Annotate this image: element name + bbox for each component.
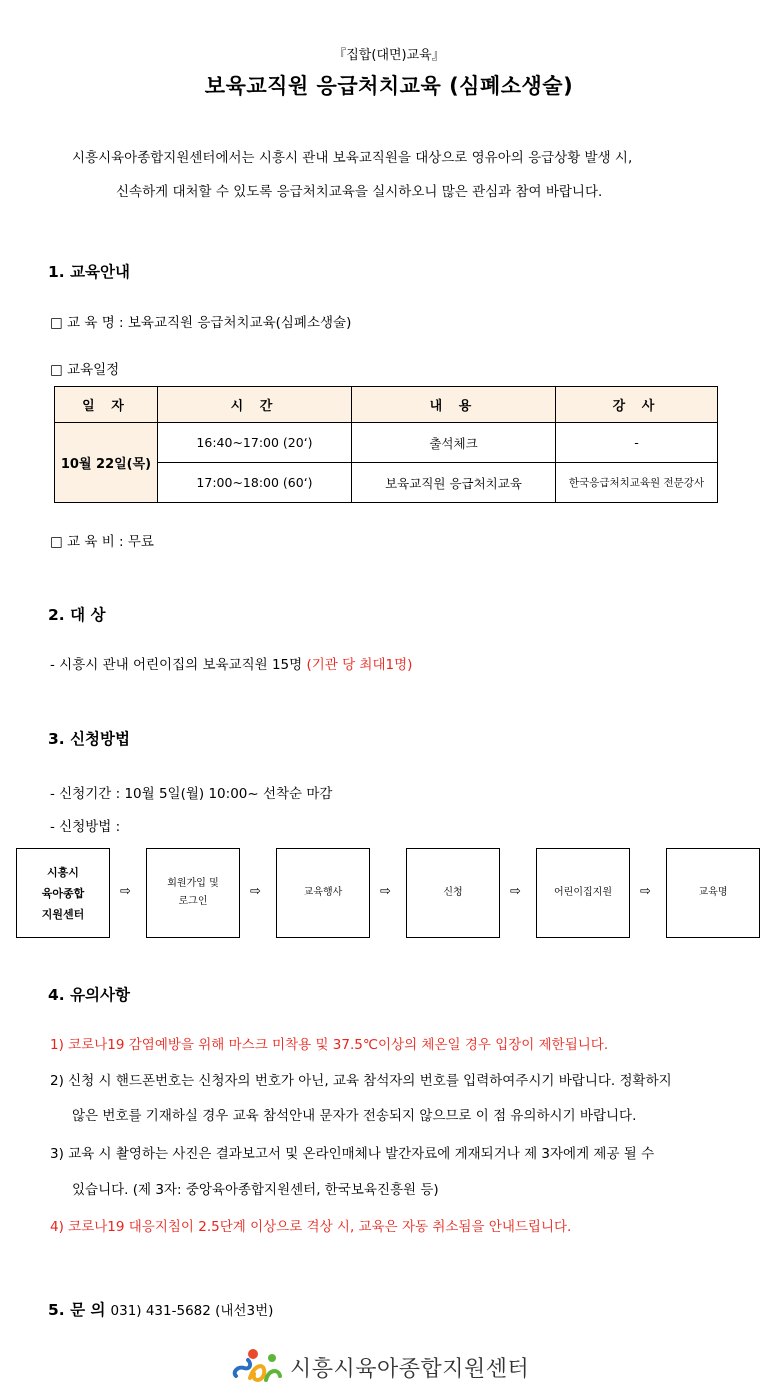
document-subtitle: 『집합(대면)교육』 bbox=[333, 48, 445, 63]
target-text bbox=[50, 653, 412, 673]
instructor-cell: - bbox=[556, 423, 718, 463]
header-date: 일 자 bbox=[55, 387, 158, 423]
notice-item-2 bbox=[50, 1069, 672, 1089]
section-3-heading: 3. 신청방법 bbox=[48, 730, 130, 748]
header-time: 시 간 bbox=[158, 387, 352, 423]
org-logo-icon bbox=[230, 1346, 284, 1386]
course-name: □ 교 육 명 : 보육교직원 응급처치교육(심폐소생술) bbox=[50, 315, 352, 331]
notice-item-3-cont: 있습니다. (제 3자: 중앙육아종합지원센터, 한국보육진흥원 등) bbox=[72, 1182, 439, 1198]
arrow-icon: ⇨ bbox=[380, 884, 391, 899]
section-5-heading: 5. 문 의 bbox=[48, 1301, 106, 1319]
flow-step-center-line3: 지원센터 bbox=[41, 907, 85, 921]
notice-text: 신청 시 핸드폰번호는 신청자의 번호가 아닌, 교육 참석자의 번호를 입력하여주시기 바랍니다. 정확하지 bbox=[68, 1073, 672, 1089]
document-title: 보육교직원 응급처치교육 (심폐소생술) bbox=[204, 74, 574, 98]
flow-step-center-line2: 육아종합 bbox=[41, 886, 85, 900]
fee: □ 교 육 비 : 무료 bbox=[50, 534, 154, 550]
application-method: - 신청방법 : bbox=[50, 819, 121, 835]
flow-step-login-line1: 회원가입 및 bbox=[167, 878, 219, 889]
content-cell: 출석체크 bbox=[352, 423, 556, 463]
section-4-heading: 4. 유의사항 bbox=[48, 986, 130, 1004]
schedule-label: □ 교육일정 bbox=[50, 362, 120, 378]
flow-step-daycare-support bbox=[536, 848, 630, 938]
time-cell: 17:00~18:00 (60‘) bbox=[158, 463, 352, 503]
notice-item-3 bbox=[50, 1142, 654, 1162]
notice-item-1 bbox=[50, 1033, 608, 1053]
intro-line-1: 시흥시육아종합지원센터에서는 시흥시 관내 보육교직원을 대상으로 영유아의 응급상황 발생 시, bbox=[72, 150, 633, 166]
arrow-icon: ⇨ bbox=[120, 884, 131, 899]
application-period: - 신청기간 : 10월 5일(월) 10:00~ 선착순 마감 bbox=[50, 786, 333, 802]
header-instructor: 강 사 bbox=[556, 387, 718, 423]
intro-line-2: 신속하게 대처할 수 있도록 응급처치교육을 실시하오니 많은 관심과 참여 바랍니다. bbox=[116, 184, 603, 200]
flow-step-course-name bbox=[666, 848, 760, 938]
flow-step-center bbox=[16, 848, 110, 938]
notice-number: 1) bbox=[50, 1037, 64, 1053]
flow-step-apply-label: 신청 bbox=[443, 887, 463, 898]
contact-phone: 031) 431-5682 (내선3번) bbox=[110, 1303, 274, 1319]
flow-step-apply bbox=[406, 848, 500, 938]
flow-step-events bbox=[276, 848, 370, 938]
content-cell: 보육교직원 응급처치교육 bbox=[352, 463, 556, 503]
table-row bbox=[55, 423, 718, 463]
notice-item-4 bbox=[50, 1215, 571, 1235]
notice-text: 교육 시 촬영하는 사진은 결과보고서 및 온라인매체나 발간자료에 게재되거나 제 3자에게 제공 될 수 bbox=[68, 1146, 655, 1162]
flow-step-login bbox=[146, 848, 240, 938]
time-cell: 16:40~17:00 (20‘) bbox=[158, 423, 352, 463]
schedule-table bbox=[54, 386, 718, 503]
arrow-icon: ⇨ bbox=[510, 884, 521, 899]
header-content: 내 용 bbox=[352, 387, 556, 423]
flow-step-login-line2: 로그인 bbox=[178, 896, 208, 907]
date-cell: 10월 22일(목) bbox=[55, 423, 158, 503]
notice-text: 코로나19 감염예방을 위해 마스크 미착용 및 37.5℃이상의 체온일 경우 입장이 제한됩니다. bbox=[68, 1037, 609, 1053]
flow-step-events-label: 교육행사 bbox=[303, 887, 343, 898]
target-description: - 시흥시 관내 어린이집의 보육교직원 15명 bbox=[50, 657, 307, 673]
org-logo-text: 시흥시육아종합지원센터 bbox=[290, 1357, 530, 1382]
notice-text: 코로나19 대응지침이 2.5단계 이상으로 격상 시, 교육은 자동 취소됨을 안내드립니다. bbox=[68, 1219, 572, 1235]
target-note: (기관 당 최대1명) bbox=[306, 657, 413, 673]
contact bbox=[48, 1298, 273, 1320]
flow-step-center-line1: 시흥시 bbox=[47, 865, 79, 879]
section-1-heading: 1. 교육안내 bbox=[48, 263, 130, 281]
notice-number: 2) bbox=[50, 1073, 64, 1089]
notice-number: 4) bbox=[50, 1219, 64, 1235]
section-2-heading: 2. 대 상 bbox=[48, 606, 106, 624]
flow-step-daycare-label: 어린이집지원 bbox=[554, 887, 612, 898]
notice-number: 3) bbox=[50, 1146, 64, 1162]
instructor-cell: 한국응급처치교육원 전문강사 bbox=[556, 463, 718, 503]
notice-item-2-cont: 않은 번호를 기재하실 경우 교육 참석안내 문자가 전송되지 않으므로 이 점 유의하시기 바랍니다. bbox=[72, 1108, 637, 1124]
arrow-icon: ⇨ bbox=[640, 884, 651, 899]
arrow-icon: ⇨ bbox=[250, 884, 261, 899]
flow-step-course-label: 교육명 bbox=[698, 887, 728, 898]
